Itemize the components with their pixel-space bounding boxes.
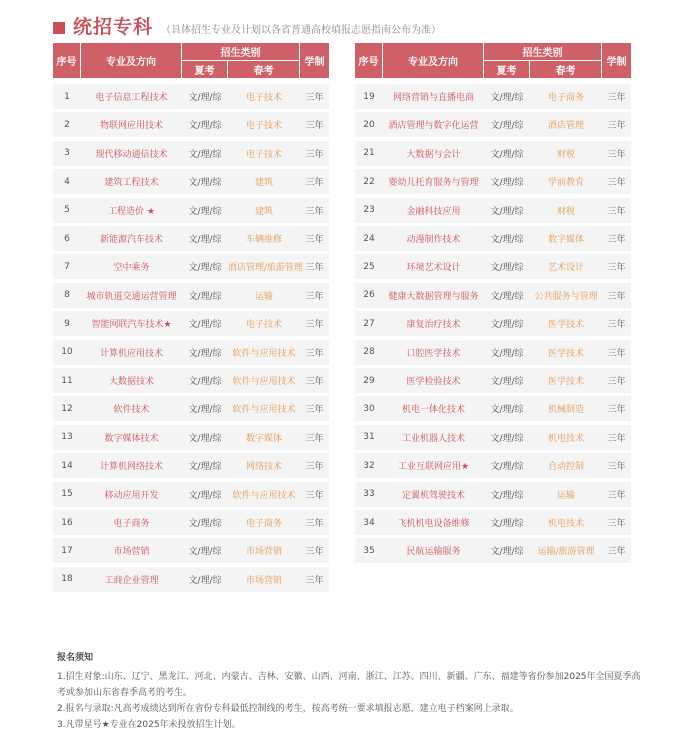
cell-years: 三年	[305, 93, 324, 103]
cell-spring: 财税	[556, 206, 575, 217]
cell-major: 软件技术	[113, 405, 150, 416]
cell-summer: 文/理/综	[188, 235, 222, 245]
cell-no: 6	[64, 233, 70, 244]
cell-years: 三年	[607, 462, 626, 473]
cell-summer: 文/理/综	[188, 377, 222, 387]
cell-major: 工商企业管理	[104, 575, 159, 586]
cell-years: 三年	[607, 178, 626, 189]
cell-spring: 医学技术	[547, 377, 584, 387]
cell-spring: 网络技术	[245, 462, 282, 473]
table-row	[53, 311, 329, 336]
header-category: 招生类别	[484, 43, 601, 60]
cell-major: 建筑工程技术	[104, 178, 159, 189]
table-row	[355, 283, 631, 308]
header-spring: 春考	[530, 61, 601, 78]
table-row	[53, 254, 329, 279]
cell-major: 大数据技术	[108, 377, 154, 387]
cell-no: 5	[64, 205, 70, 216]
cell-summer: 文/理/综	[490, 93, 524, 103]
cell-spring: 电子技术	[245, 121, 282, 132]
cell-years: 三年	[607, 377, 626, 387]
cell-no: 16	[61, 517, 73, 528]
cell-summer: 文/理/综	[188, 519, 222, 529]
cell-major: 电子信息工程技术	[95, 93, 168, 103]
cell-no: 34	[363, 517, 375, 528]
cell-spring: 电子商务	[547, 93, 584, 103]
table-row	[355, 198, 631, 223]
cell-summer: 文/理/综	[188, 263, 222, 274]
cell-spring: 机电技术	[547, 519, 584, 529]
cell-no: 31	[363, 432, 375, 443]
cell-no: 9	[64, 318, 70, 329]
cell-summer: 文/理/综	[188, 206, 222, 217]
table-row	[355, 311, 631, 336]
cell-major: 酒店管理与数字化运营	[388, 121, 479, 132]
cell-years: 三年	[305, 405, 324, 416]
notes-title: 报名须知	[57, 653, 94, 663]
cell-major: 网络营销与直播电商	[392, 93, 474, 103]
cell-no: 2	[64, 119, 70, 130]
cell-summer: 文/理/综	[490, 377, 524, 387]
cell-years: 三年	[607, 320, 626, 331]
cell-no: 24	[363, 233, 375, 244]
cell-major: 健康大数据管理与服务	[388, 291, 479, 302]
cell-major: 环境艺术设计	[406, 263, 461, 274]
cell-years: 三年	[607, 235, 626, 245]
table-row	[355, 84, 631, 109]
cell-years: 三年	[305, 490, 324, 501]
cell-spring: 建筑	[254, 206, 273, 217]
cell-no: 27	[363, 318, 375, 329]
header-no: 序号	[355, 43, 382, 78]
cell-summer: 文/理/综	[188, 121, 222, 132]
table-row	[355, 141, 631, 166]
table-row	[53, 198, 329, 223]
cell-spring: 电子技术	[245, 320, 282, 331]
cell-spring: 学前教育	[547, 178, 584, 189]
cell-major: 民航运输服务	[406, 547, 461, 558]
cell-summer: 文/理/综	[490, 547, 524, 558]
cell-summer: 文/理/综	[188, 348, 222, 359]
cell-summer: 文/理/综	[188, 291, 222, 302]
header-major: 专业及方向	[81, 43, 181, 78]
cell-spring: 电子技术	[245, 149, 282, 160]
table-row	[355, 396, 631, 421]
cell-no: 18	[61, 574, 73, 585]
cell-no: 4	[64, 176, 70, 187]
cell-major: 飞机机电设备维修	[397, 519, 470, 529]
cell-no: 19	[363, 91, 375, 102]
cell-no: 15	[61, 489, 73, 500]
cell-summer: 文/理/综	[490, 206, 524, 217]
cell-years: 三年	[305, 320, 324, 331]
cell-no: 8	[64, 290, 70, 301]
cell-summer: 文/理/综	[188, 405, 222, 416]
cell-summer: 文/理/综	[490, 462, 524, 473]
cell-major: 市场营销	[113, 547, 150, 558]
cell-spring: 运输	[556, 490, 575, 501]
cell-major: 动漫制作技术	[406, 235, 461, 245]
cell-spring: 机械制造	[547, 405, 584, 416]
cell-summer: 文/理/综	[188, 149, 222, 160]
table-row	[53, 84, 329, 109]
cell-major: 数字媒体技术	[104, 433, 159, 444]
cell-major: 移动应用开发	[104, 490, 159, 501]
cell-summer: 文/理/综	[188, 490, 222, 501]
notes-line: 2.报名与录取:凡高考成绩达到所在省份专科最低控制线的考生，按高考统一要求填报志愿、建立电子档案网上录取。	[57, 704, 519, 714]
cell-spring: 自动控制	[547, 462, 584, 473]
cell-years: 三年	[305, 348, 324, 359]
cell-years: 三年	[305, 263, 324, 274]
cell-major: 电子商务	[113, 519, 150, 529]
cell-no: 32	[363, 460, 375, 471]
header-major: 专业及方向	[383, 43, 483, 78]
cell-major: 定翼机驾驶技术	[401, 490, 465, 501]
notes-line: 1.招生对象:山东、辽宁、黑龙江、河北、内蒙古、吉林、安徽、山西、河南、浙江、江苏、四川、新疆、广东、福建等省份参加2025年全国夏季高考或参加山东省春季高考的考生。	[57, 672, 641, 698]
cell-major: 婴幼儿托育服务与管理	[388, 178, 479, 189]
cell-years: 三年	[607, 348, 626, 359]
table-row	[53, 425, 329, 450]
cell-years: 三年	[305, 519, 324, 529]
cell-major: 空中乘务	[113, 263, 150, 274]
cell-no: 28	[363, 347, 375, 358]
cell-spring: 软件与应用技术	[232, 348, 296, 359]
cell-major: 物联网应用技术	[99, 121, 163, 132]
cell-spring: 机电技术	[547, 433, 584, 444]
cell-years: 三年	[607, 519, 626, 529]
cell-no: 25	[363, 261, 375, 272]
cell-spring: 软件与应用技术	[232, 377, 296, 387]
cell-spring: 运输	[254, 291, 273, 302]
table-row	[355, 482, 631, 507]
table-row	[355, 538, 631, 563]
cell-major: 计算机网络技术	[99, 462, 163, 473]
cell-major: 现代移动通信技术	[95, 149, 168, 160]
table-row	[355, 112, 631, 137]
table-row	[53, 510, 329, 535]
cell-no: 3	[64, 148, 70, 159]
table-row	[53, 112, 329, 137]
cell-summer: 文/理/综	[188, 93, 222, 103]
cell-spring: 酒店管理/旅游管理	[228, 263, 304, 274]
cell-spring: 市场营销	[245, 547, 282, 558]
cell-spring: 数字媒体	[245, 433, 282, 444]
table-row	[53, 453, 329, 478]
cell-spring: 电子技术	[245, 93, 282, 103]
cell-spring: 软件与应用技术	[232, 405, 296, 416]
header-summer: 夏考	[484, 61, 529, 78]
cell-spring: 车辆维修	[245, 235, 282, 245]
table-row	[53, 538, 329, 563]
cell-years: 三年	[607, 121, 626, 132]
cell-no: 30	[363, 403, 375, 414]
cell-no: 20	[363, 119, 375, 130]
cell-major: 新能源汽车技术	[99, 235, 163, 245]
cell-summer: 文/理/综	[188, 320, 222, 331]
table-row	[53, 283, 329, 308]
cell-summer: 文/理/综	[490, 433, 524, 444]
page-subtitle: （具体招生专业及计划以各省普通高校填报志愿指南公布为准）	[161, 25, 442, 36]
cell-no: 14	[61, 460, 73, 471]
cell-years: 三年	[305, 178, 324, 189]
cell-major: 医学检验技术	[406, 377, 461, 387]
cell-major: 工业机器人技术	[401, 433, 465, 444]
header-years: 学制	[602, 43, 631, 78]
cell-no: 33	[363, 489, 375, 500]
cell-spring: 电子商务	[245, 519, 282, 529]
table-row	[355, 254, 631, 279]
table-row	[53, 141, 329, 166]
cell-spring: 艺术设计	[547, 263, 584, 274]
table-row	[53, 482, 329, 507]
cell-no: 22	[363, 176, 375, 187]
cell-no: 29	[363, 375, 375, 386]
cell-no: 12	[61, 403, 73, 414]
cell-summer: 文/理/综	[188, 575, 222, 586]
header-summer: 夏考	[182, 61, 227, 78]
page-title: 统招专科	[73, 16, 154, 38]
section-title-bar	[53, 12, 441, 39]
cell-years: 三年	[305, 121, 324, 132]
cell-spring: 数字媒体	[547, 235, 584, 245]
header-spring: 春考	[228, 61, 299, 78]
cell-summer: 文/理/综	[188, 547, 222, 558]
cell-major: 工程造价 ★	[108, 206, 155, 217]
cell-years: 三年	[607, 149, 626, 160]
table-row	[355, 226, 631, 251]
table-header	[355, 43, 631, 78]
cell-years: 三年	[305, 206, 324, 217]
table-row	[53, 340, 329, 365]
cell-summer: 文/理/综	[188, 433, 222, 444]
cell-major: 工业互联网应用★	[397, 462, 470, 473]
cell-no: 11	[61, 375, 73, 386]
cell-no: 26	[363, 290, 375, 301]
cell-years: 三年	[305, 462, 324, 473]
cell-major: 康复治疗技术	[406, 320, 461, 331]
cell-summer: 文/理/综	[490, 405, 524, 416]
header-no: 序号	[53, 43, 80, 78]
cell-summer: 文/理/综	[188, 178, 222, 189]
cell-summer: 文/理/综	[490, 235, 524, 245]
table-row	[355, 453, 631, 478]
cell-summer: 文/理/综	[490, 263, 524, 274]
cell-major: 大数据与会计	[406, 149, 461, 160]
cell-summer: 文/理/综	[490, 320, 524, 331]
table-row	[53, 169, 329, 194]
header-years: 学制	[300, 43, 329, 78]
title-marker	[53, 22, 65, 34]
cell-years: 三年	[305, 291, 324, 302]
cell-no: 7	[64, 261, 70, 272]
cell-major: 口腔医学技术	[406, 348, 461, 359]
cell-no: 13	[61, 432, 73, 443]
cell-summer: 文/理/综	[490, 348, 524, 359]
cell-major: 智能网联汽车技术★	[91, 320, 172, 331]
table-row	[53, 567, 329, 592]
cell-summer: 文/理/综	[188, 462, 222, 473]
table-row	[355, 425, 631, 450]
table-row	[53, 396, 329, 421]
table-row	[355, 510, 631, 535]
table-row	[53, 226, 329, 251]
cell-spring: 酒店管理	[547, 121, 584, 132]
cell-summer: 文/理/综	[490, 178, 524, 189]
cell-summer: 文/理/综	[490, 149, 524, 160]
cell-no: 21	[363, 148, 375, 159]
cell-years: 三年	[305, 149, 324, 160]
cell-spring: 公共服务与管理	[534, 291, 598, 302]
notes-section	[57, 650, 647, 733]
cell-major: 城市轨道交通运营管理	[86, 291, 177, 302]
cell-no: 10	[61, 347, 73, 358]
cell-years: 三年	[305, 575, 324, 586]
cell-major: 计算机应用技术	[99, 348, 163, 359]
cell-spring: 财税	[556, 149, 575, 160]
cell-years: 三年	[607, 490, 626, 501]
cell-spring: 医学技术	[547, 348, 584, 359]
cell-years: 三年	[607, 206, 626, 217]
cell-major: 机电一体化技术	[401, 405, 465, 416]
table-header	[53, 43, 329, 78]
majors-table-left	[53, 43, 329, 586]
cell-years: 三年	[305, 547, 324, 558]
cell-no: 17	[61, 545, 73, 556]
header-category: 招生类别	[182, 43, 299, 60]
cell-spring: 建筑	[254, 178, 273, 189]
cell-years: 三年	[305, 235, 324, 245]
cell-summer: 文/理/综	[490, 291, 524, 302]
cell-summer: 文/理/综	[490, 121, 524, 132]
cell-years: 三年	[305, 433, 324, 444]
cell-major: 金融科技应用	[406, 206, 461, 217]
cell-spring: 运输/旅游管理	[537, 547, 595, 558]
cell-years: 三年	[607, 547, 626, 558]
cell-years: 三年	[607, 263, 626, 274]
table-row	[355, 169, 631, 194]
cell-years: 三年	[607, 405, 626, 416]
cell-years: 三年	[305, 377, 324, 387]
cell-no: 35	[363, 545, 375, 556]
cell-spring: 软件与应用技术	[232, 490, 296, 501]
notes-line: 3.凡带星号★专业在2025年未投放招生计划。	[57, 720, 241, 730]
table-row	[355, 340, 631, 365]
table-row	[355, 368, 631, 393]
cell-summer: 文/理/综	[490, 519, 524, 529]
cell-no: 23	[363, 205, 375, 216]
cell-no: 1	[64, 91, 70, 102]
cell-years: 三年	[607, 93, 626, 103]
majors-table-right	[355, 43, 631, 558]
table-row	[53, 368, 329, 393]
cell-years: 三年	[607, 433, 626, 444]
cell-summer: 文/理/综	[490, 490, 524, 501]
cell-years: 三年	[607, 291, 626, 302]
cell-spring: 医学技术	[547, 320, 584, 331]
cell-spring: 市场营销	[245, 575, 282, 586]
